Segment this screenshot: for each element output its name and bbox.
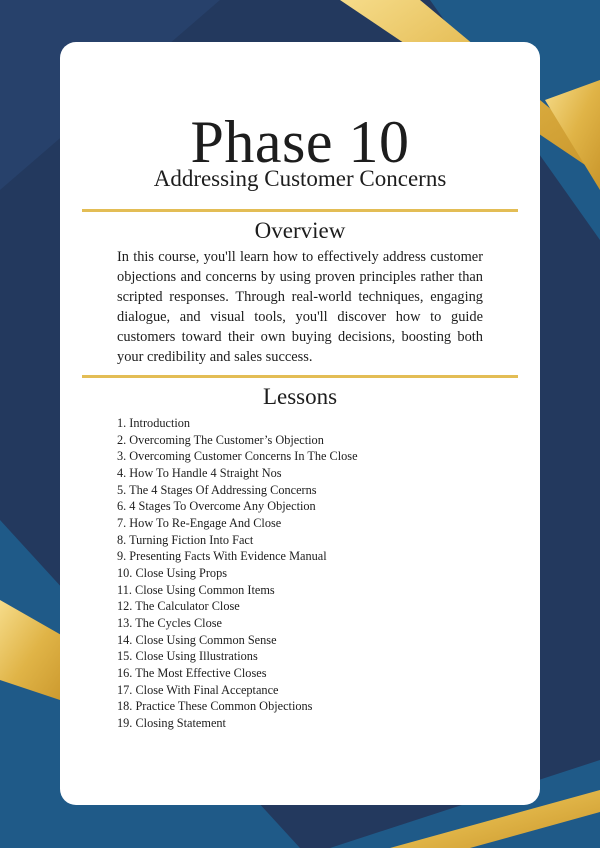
lesson-item: 11. Close Using Common Items: [117, 582, 275, 597]
lesson-item: 14. Close Using Common Sense: [117, 632, 277, 647]
lessons-list: [117, 415, 497, 731]
lesson-item: 2. Overcoming The Customer’s Objection: [117, 432, 324, 447]
lesson-item: 16. The Most Effective Closes: [117, 665, 267, 680]
lesson-item: 19. Closing Statement: [117, 715, 226, 730]
lesson-item: 6. 4 Stages To Overcome Any Objection: [117, 499, 316, 514]
overview-paragraph: In this course, you'll learn how to effectively address customer objections and concerns by using proven principles rather than scripted responses. Through real-world techniques, engaging dialogue, and visual tools, you'll discover how to guide customers toward their own buying decisions, boosting both your credibility and sales success.: [117, 249, 483, 365]
lesson-item: 3. Overcoming Customer Concerns In The Close: [117, 449, 358, 464]
lesson-item: 15. Close Using Illustrations: [117, 649, 258, 664]
lesson-item: 7. How To Re-Engage And Close: [117, 515, 282, 530]
lesson-item: 1. Introduction: [117, 416, 191, 430]
content-card: [60, 42, 540, 805]
page-title: Phase 10: [190, 109, 410, 175]
lesson-item: 8. Turning Fiction Into Fact: [117, 532, 254, 547]
page-subtitle: Addressing Customer Concerns: [153, 166, 447, 191]
lesson-item: 5. The 4 Stages Of Addressing Concerns: [117, 482, 317, 497]
lesson-item: 4. How To Handle 4 Straight Nos: [117, 465, 282, 480]
lesson-item: 12. The Calculator Close: [117, 599, 240, 614]
lesson-item: 13. The Cycles Close: [117, 615, 222, 630]
divider-top: [82, 209, 518, 212]
lesson-item: 17. Close With Final Acceptance: [117, 682, 279, 697]
lesson-item: 10. Close Using Props: [117, 565, 227, 580]
lesson-item: 9. Presenting Facts With Evidence Manual: [117, 549, 327, 564]
overview-heading: Overview: [254, 218, 346, 243]
lesson-item: 18. Practice These Common Objections: [117, 699, 313, 714]
divider-middle: [82, 375, 518, 378]
lessons-heading: Lessons: [262, 384, 338, 409]
